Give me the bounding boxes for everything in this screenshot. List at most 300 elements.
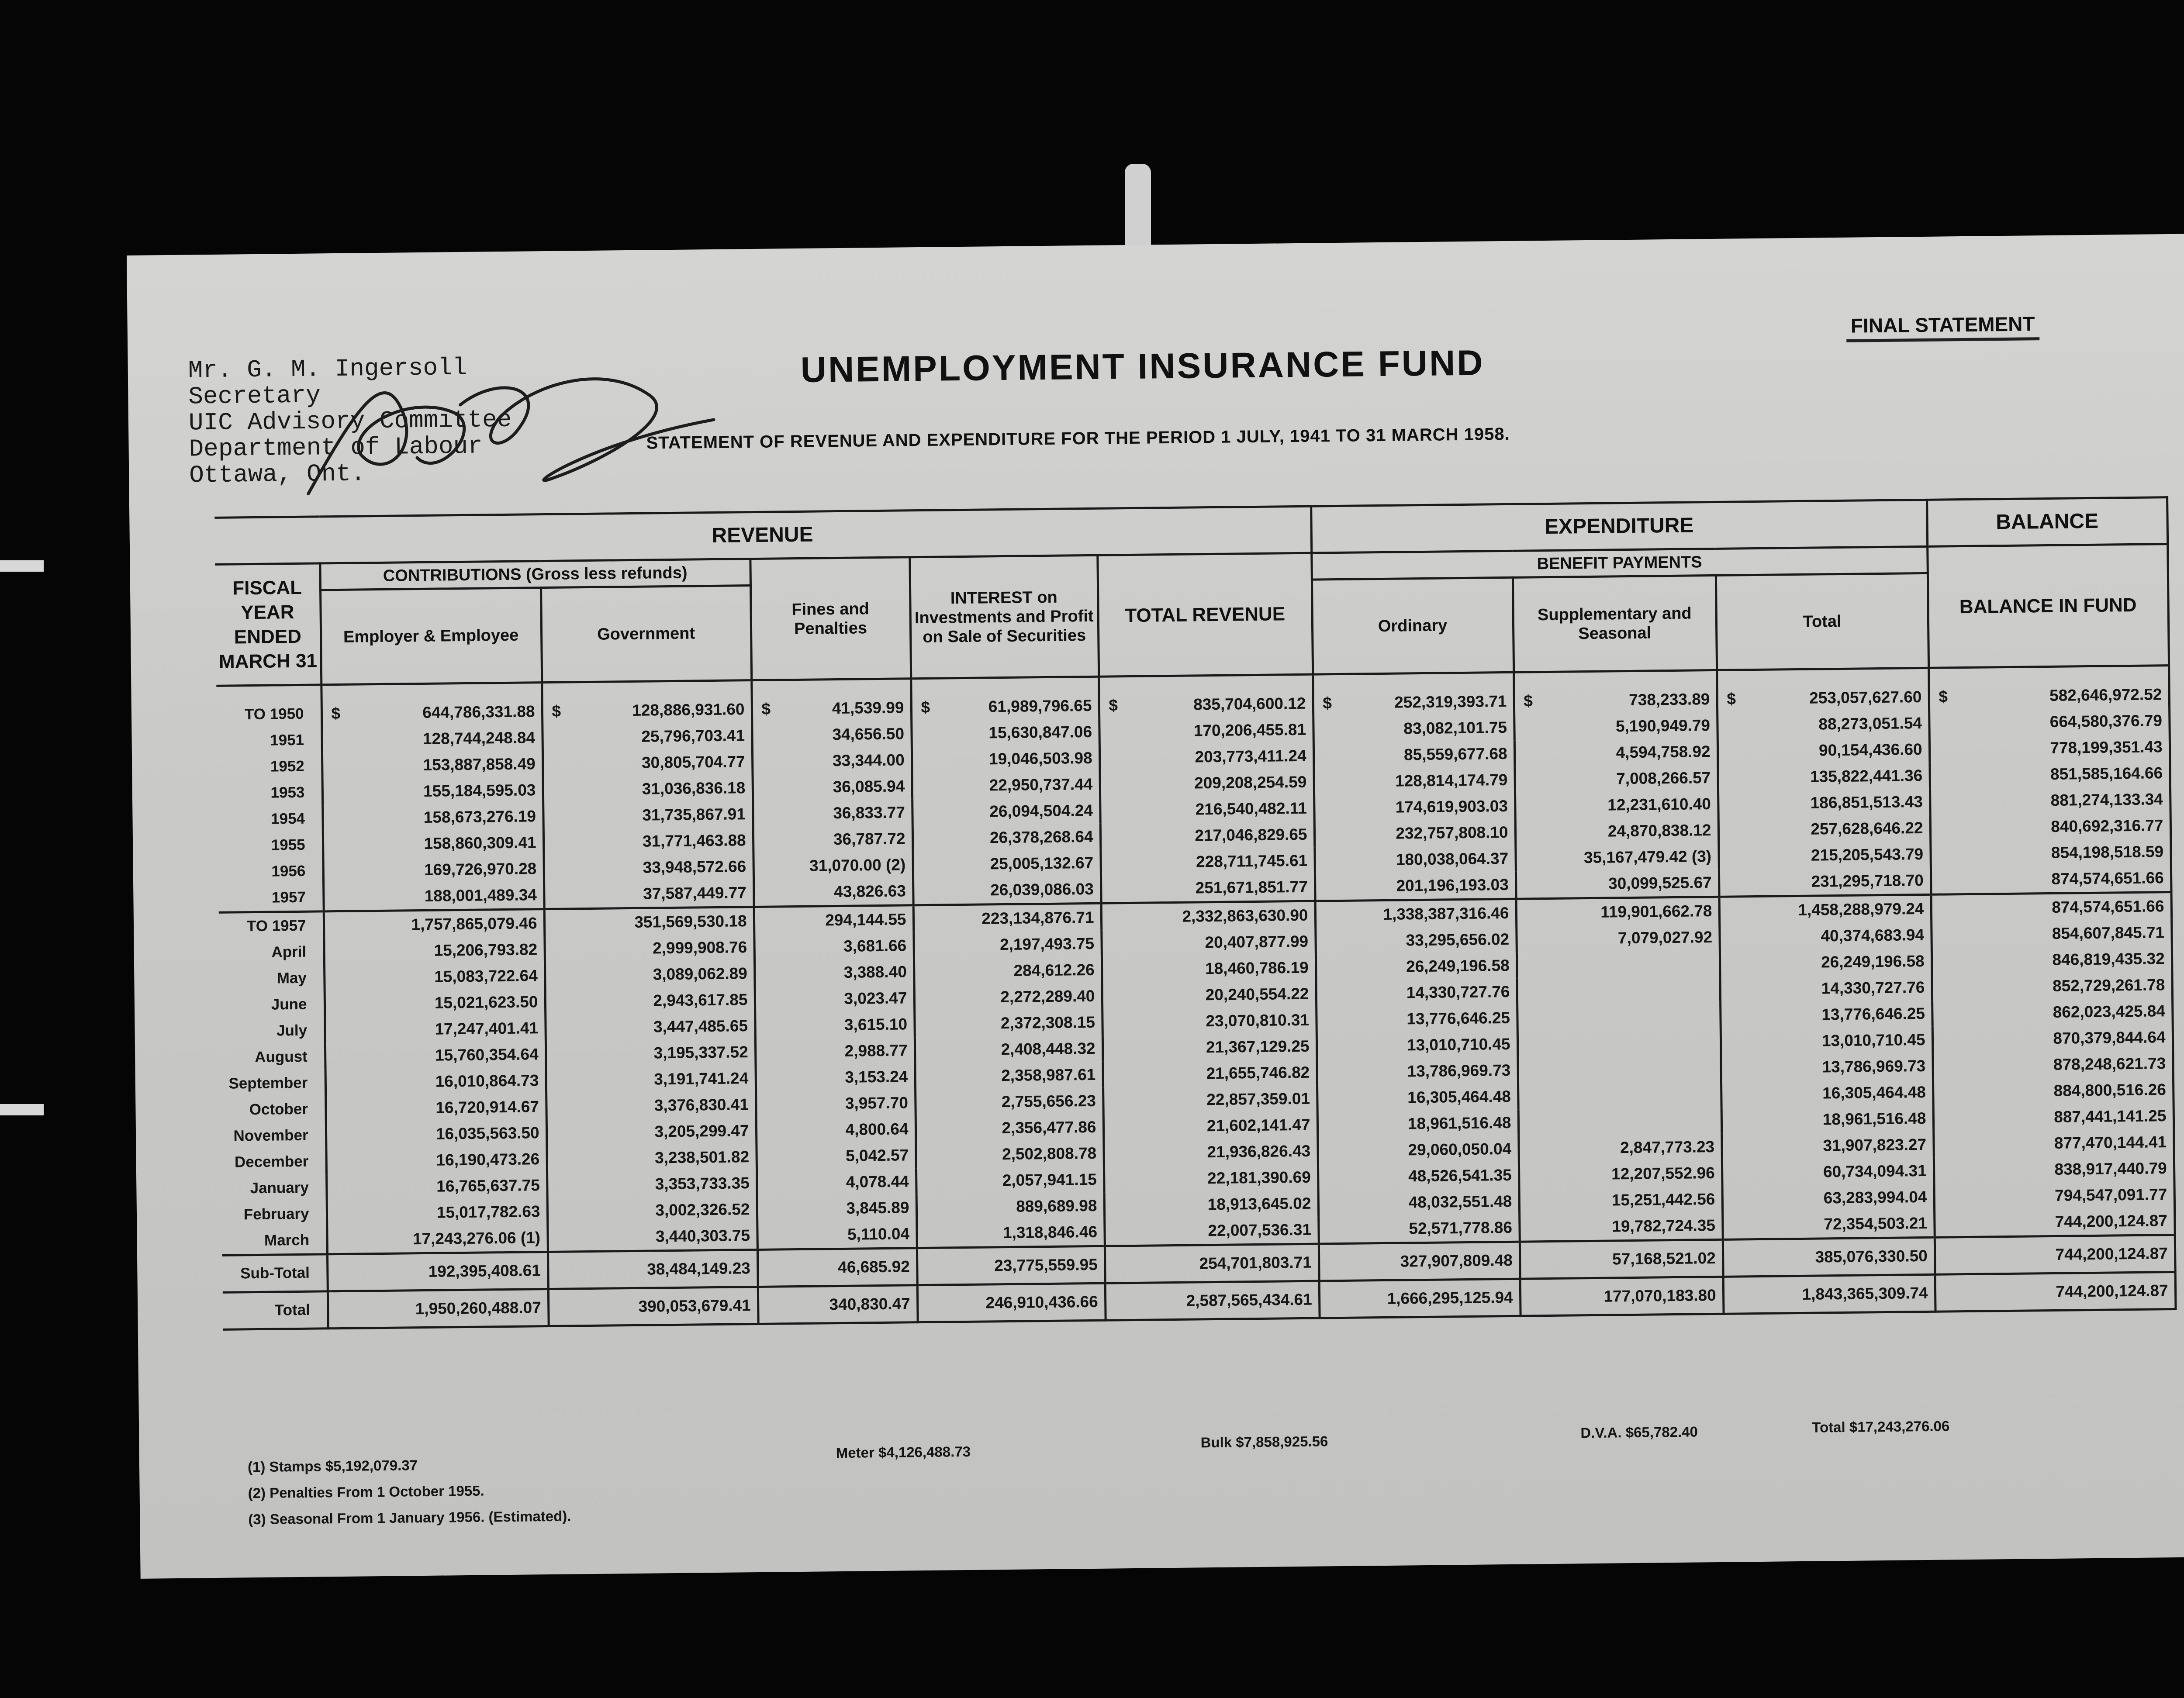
cell-value: 7,079,027.92 [1617,928,1713,947]
cell-value: 22,181,390.69 [1207,1168,1311,1187]
cell-value: 26,249,196.58 [1821,952,1925,971]
cell-value: 48,526,541.35 [1408,1166,1512,1185]
row-label: February [222,1201,327,1228]
government-header: Government [541,586,751,683]
employer-employee-cell [322,777,543,805]
cell-value: 31,036,836.18 [642,779,746,798]
contributions-header: CONTRIBUTIONS (Gross less refunds) [320,559,750,590]
cell-value: 40,374,683.94 [1821,925,1925,945]
cell-value: 1,458,288,979.24 [1798,899,1924,919]
ordinary-cell [1317,1057,1518,1086]
government-cell [545,960,755,989]
employer-employee-cell [328,1289,549,1329]
cell-value: 1,318,846.46 [1002,1222,1098,1242]
address-line: Secretary [188,381,321,411]
supplementary-cell [1516,897,1720,926]
total-revenue-cell [1101,928,1316,957]
cell-value: 25,005,132.67 [990,853,1094,873]
row-label: June [220,991,325,1018]
cell-value: 25,796,703.41 [641,726,745,745]
supplementary-cell [1514,739,1718,767]
row-label: December [221,1148,326,1176]
cell-value: 186,851,513.43 [1810,793,1923,812]
cell-value: 85,559,677.68 [1403,744,1507,764]
statement-subtitle: STATEMENT OF REVENUE AND EXPENDITURE FOR THE PERIOD 1 JULY, 1941 TO 31 MARCH 1958. [646,424,1510,453]
cell-value: 18,961,516.48 [1407,1113,1511,1133]
fines-cell [757,1194,917,1222]
interest-cell [914,1009,1102,1037]
cell-value: 16,305,464.48 [1407,1087,1511,1107]
cell-value: 30,805,704.77 [641,752,745,772]
employer-employee-cell [323,829,544,858]
ordinary-cell [1319,1279,1521,1318]
government-cell [544,934,754,963]
cell-value: 43,826.63 [834,882,906,901]
benefit-total-cell [1722,1158,1934,1186]
row-label: March [222,1227,327,1255]
cell-value: 13,010,710.45 [1821,1030,1925,1050]
total-revenue-cell [1100,848,1315,876]
cell-value: 874,574,651.66 [2051,897,2164,916]
fines-cell [753,773,912,801]
cell-value: 48,032,551.48 [1408,1192,1512,1211]
fines-header: Fines and Penalties [750,557,911,680]
government-cell [544,880,754,909]
balance-in-fund-header: BALANCE IN FUND [1927,544,2169,668]
cell-value: 390,053,679.41 [638,1296,751,1315]
total-revenue-cell [1099,769,1314,797]
cell-value: 3,615.10 [844,1015,908,1034]
fines-cell [757,1168,916,1196]
cell-value: 16,010,864.73 [435,1071,539,1091]
interest-cell [917,1246,1105,1285]
benefit-total-cell [1718,789,1930,817]
cell-value: 228,711,745.61 [1196,851,1308,871]
balance-cell [1932,1050,2173,1079]
supplementary-cell [1519,1186,1723,1215]
cell-value: 24,870,838.12 [1607,821,1711,840]
government-cell [545,1013,755,1041]
cell-value: 83,082,101.75 [1403,718,1507,738]
cell-value: 327,907,809.48 [1400,1251,1513,1270]
cell-value: 852,729,261.78 [2052,976,2165,995]
supplementary-cell [1520,1277,1724,1316]
supplementary-cell [1520,1239,1723,1279]
fines-cell [753,878,913,907]
employer-employee-cell [326,1146,547,1174]
cell-value: 3,447,485.65 [653,1017,748,1036]
balance-cell [1931,865,2171,894]
fines-cell [753,852,913,880]
ordinary-cell [1316,953,1517,981]
employer-employee-cell [322,751,543,779]
cell-value: 351,569,530.18 [634,912,747,931]
government-cell [546,1065,756,1094]
currency-sign: $ [331,704,341,723]
benefit-total-cell [1717,736,1930,765]
cell-value: 169,726,970.28 [424,859,537,879]
fines-cell [752,747,912,775]
cell-value: 5,110.04 [847,1225,910,1243]
cell-value: 31,735,867.91 [642,805,746,824]
row-label: 1956 [218,858,323,885]
fines-cell [753,799,912,827]
benefit-total-cell [1718,841,1931,870]
total-revenue-cell [1100,821,1315,850]
row-label: 1951 [217,727,322,754]
fines-cell [758,1285,918,1324]
footnote-bulk: Bulk $7,858,925.56 [1200,1433,1328,1451]
page-title: UNEMPLOYMENT INSURANCE FUND [800,343,1485,390]
cell-value: 644,786,331.88 [422,702,535,721]
cell-value: 744,200,124.87 [2055,1244,2168,1263]
total-revenue-cell [1099,717,1313,745]
cell-value: 2,943,617.85 [653,990,748,1010]
row-label: April [219,939,324,966]
cell-value: 223,134,876.71 [981,908,1094,928]
cell-value: 3,153.24 [845,1067,908,1086]
cell-value: 5,042.57 [845,1146,909,1165]
employer-employee-cell [324,936,545,965]
cell-value: 21,602,141.47 [1206,1115,1310,1135]
cell-value: 26,378,268.64 [989,827,1093,847]
row-label: August [220,1043,325,1071]
cell-value: 254,701,803.71 [1199,1253,1312,1273]
ordinary-cell [1315,872,1516,901]
benefit-total-cell [1723,1237,1935,1277]
cell-value: 3,440,303.75 [655,1226,750,1246]
cell-value: 257,628,646.22 [1811,819,1923,838]
total-revenue-header: TOTAL REVENUE [1097,553,1313,676]
cell-value: 209,208,254.59 [1194,773,1307,792]
row-label: September [221,1070,326,1097]
benefit-total-cell [1722,1210,1935,1240]
total-revenue-cell [1105,1281,1320,1320]
government-cell [543,775,753,803]
supplementary-cell [1515,791,1718,819]
ordinary-header: Ordinary [1312,577,1514,674]
employer-employee-cell [321,683,542,727]
supplementary-cell [1519,1160,1722,1188]
government-cell [548,1287,758,1326]
currency-sign: $ [1323,694,1332,712]
ordinary-cell [1317,1136,1519,1164]
cell-value: 192,395,408.61 [428,1261,541,1280]
currency-sign: $ [761,700,771,718]
cell-value: 1,950,260,488.07 [415,1298,541,1318]
cell-value: 878,248,621.73 [2053,1054,2166,1073]
balance-cell [1930,786,2170,815]
footnote-penalties: (2) Penalties From 1 October 1955. [248,1482,484,1501]
supplementary-cell [1514,670,1717,714]
cell-value: 155,184,595.03 [423,781,536,800]
cell-value: 385,076,330.50 [1815,1246,1928,1266]
cell-value: 251,671,851.77 [1195,877,1308,897]
cell-value: 231,295,718.70 [1811,871,1924,890]
balance-cell [1931,892,2172,922]
handwritten-signature [272,345,732,507]
cell-value: 63,283,994.04 [1823,1187,1927,1207]
total-revenue-cell [1099,674,1313,719]
table-body [216,666,2175,1330]
cell-value: 835,704,600.12 [1193,694,1306,714]
cell-value: 2,358,987.61 [1001,1065,1096,1085]
employer-employee-cell [325,1041,546,1070]
cell-value: 3,023.47 [844,989,907,1008]
ordinary-cell [1313,741,1515,769]
row-label: January [221,1174,327,1202]
row-label: July [220,1017,325,1045]
balance-cell [1933,1103,2174,1132]
ordinary-cell [1313,767,1515,795]
balance-cell [1931,919,2172,948]
supplementary-header: Supplementary and Seasonal [1513,575,1717,672]
cell-value: 17,247,401.41 [435,1019,539,1038]
government-cell [542,722,752,751]
supplementary-cell [1517,1029,1721,1057]
total-revenue-cell [1102,955,1316,983]
benefit-total-cell [1717,710,1929,739]
benefit-total-cell [1717,763,1930,791]
cell-value: 26,249,196.58 [1406,956,1510,976]
cell-value: 21,655,746.82 [1206,1063,1310,1083]
cell-value: 15,760,354.64 [435,1045,539,1064]
cell-value: 22,950,737.44 [989,775,1093,794]
supplementary-cell [1514,712,1717,741]
balance-cell [1930,812,2171,841]
benefit-payments-header: BENEFIT PAYMENTS [1311,546,1928,580]
interest-cell [912,745,1100,773]
interest-cell [914,983,1102,1011]
supplementary-cell [1517,950,1720,979]
cell-value: 340,830.47 [829,1294,910,1314]
cell-value: 13,776,646.25 [1821,1004,1925,1024]
cell-value: 16,720,914.67 [435,1097,539,1117]
footnote-stamps: (1) Stamps $5,192,079.37 [247,1457,418,1475]
cell-value: 889,689.98 [1016,1196,1097,1215]
cell-value: 294,144.55 [825,910,906,929]
ordinary-cell [1316,1005,1517,1033]
employer-employee-cell [326,1120,547,1148]
cell-value: 738,233.89 [1628,690,1710,709]
fines-cell [757,1248,917,1287]
total-revenue-cell [1104,1217,1319,1246]
cell-value: 2,197,493.75 [999,934,1095,954]
balance-cell [1934,1208,2175,1237]
supplementary-cell [1519,1212,1723,1242]
cell-value: 881,274,133.34 [2050,790,2163,809]
government-cell [545,987,755,1015]
cell-value: 2,988.77 [844,1041,908,1060]
interest-cell [915,1062,1103,1090]
cell-value: 2,356,477.86 [1002,1118,1096,1137]
row-label: TO 1950 [216,685,321,728]
government-cell [543,749,753,777]
cell-value: 2,057,941.15 [1002,1170,1097,1190]
total-revenue-cell [1104,1164,1318,1193]
cell-value: 246,910,436.66 [985,1292,1098,1312]
total-revenue-cell [1104,1191,1319,1219]
cell-value: 7,008,266.57 [1616,769,1711,788]
balance-cell [1935,1272,2176,1312]
cell-value: 3,353,733.35 [655,1174,750,1193]
government-cell [543,853,753,882]
employer-employee-cell [327,1198,548,1227]
supplementary-cell [1518,1134,1722,1162]
cell-value: 33,948,572.66 [643,857,746,877]
cell-value: 4,594,758.92 [1616,742,1711,762]
interest-cell [916,1114,1104,1142]
benefit-total-cell [1722,1184,1935,1212]
employer-employee-cell [323,882,544,911]
ordinary-cell [1313,672,1514,716]
interest-cell [916,1219,1105,1248]
cell-value: 253,057,627.60 [1809,688,1922,707]
cell-value: 2,999,908.76 [652,938,747,957]
cell-value: 119,901,662.78 [1600,902,1712,921]
cell-value: 20,240,554.22 [1205,984,1309,1004]
employer-employee-cell [323,856,544,884]
cell-value: 188,001,489.34 [424,886,537,905]
benefit-total-cell [1721,1105,1934,1134]
cell-value: 46,685.92 [838,1257,910,1277]
cell-value: 877,470,144.41 [2054,1133,2167,1152]
cell-value: 2,502,808.78 [1002,1144,1097,1163]
supplementary-cell [1517,1055,1721,1084]
employer-employee-cell [324,963,545,991]
cell-value: 36,787.72 [833,829,905,849]
row-label: October [221,1096,326,1123]
ordinary-cell [1318,1215,1520,1244]
fines-cell [756,1142,916,1170]
cell-value: 216,540,482.11 [1195,799,1307,818]
currency-sign: $ [552,702,561,720]
row-label: TO 1957 [219,911,324,940]
row-label: May [219,965,325,992]
balance-cell [1932,1024,2173,1053]
cell-value: 2,587,565,434.61 [1186,1290,1312,1310]
expenditure-header: EXPENDITURE [1311,500,1927,553]
government-cell [544,907,754,937]
fines-cell [751,679,911,722]
cell-value: 870,379,844.64 [2053,1028,2166,1047]
cell-value: 30,099,525.67 [1608,873,1712,893]
interest-cell [916,1193,1105,1221]
government-cell [543,801,753,829]
cell-value: 19,782,724.35 [1612,1216,1716,1236]
supplementary-cell [1518,1108,1722,1136]
ordinary-cell [1314,793,1515,821]
cell-value: 52,571,778.86 [1409,1218,1513,1238]
ordinary-cell [1317,1031,1518,1060]
interest-header: INTEREST on Investments and Profit on Sale of Securities [909,555,1099,678]
cell-value: 2,847,773.23 [1620,1138,1715,1157]
supplementary-cell [1516,870,1719,899]
supplementary-cell [1515,817,1719,846]
fines-cell [754,932,914,960]
cell-value: 33,344.00 [832,751,905,770]
cell-value: 13,786,969.73 [1407,1061,1511,1080]
cell-value: 840,692,316.77 [2051,816,2163,835]
total-revenue-cell [1102,1060,1317,1088]
cell-value: 15,083,722.64 [434,966,538,986]
government-cell [546,1118,757,1146]
government-cell [546,1039,756,1067]
government-cell [547,1196,757,1225]
row-label: 1955 [218,832,323,859]
address-line: Ottawa, Ont. [189,459,366,490]
supplementary-cell [1518,1081,1721,1110]
cell-value: 3,238,501.82 [654,1148,750,1167]
cell-value: 838,917,440.79 [2054,1159,2167,1178]
fund-statement-table [214,496,2177,1331]
benefit-total-cell [1719,867,1931,897]
cell-value: 61,989,796.65 [988,696,1092,716]
cell-value: 177,070,183.80 [1603,1286,1716,1305]
footnote-seasonal: (3) Seasonal From 1 January 1956. (Estimated). [248,1508,571,1528]
interest-cell [915,1088,1103,1116]
fiscal-year-header: FISCAL YEAR ENDED MARCH 31 [215,563,321,686]
fines-cell [752,721,912,749]
ordinary-cell [1315,899,1517,928]
ordinary-cell [1313,714,1514,743]
row-label: 1953 [218,779,323,807]
total-revenue-cell [1103,1086,1317,1114]
balance-cell [1928,666,2169,710]
balance-cell [1932,998,2173,1027]
employer-employee-cell [327,1252,548,1291]
cell-value: 1,338,387,316.46 [1383,904,1509,923]
cell-value: 22,857,359.01 [1206,1089,1310,1109]
cell-value: 13,010,710.45 [1406,1035,1510,1054]
currency-sign: $ [921,698,930,717]
cell-value: 17,243,276.06 (1) [412,1229,541,1248]
total-revenue-cell [1101,874,1315,904]
benefit-total-cell [1720,948,1932,977]
cell-value: 884,800,516.26 [2053,1080,2167,1100]
cell-value: 13,786,969.73 [1822,1056,1926,1076]
balance-cell [1932,972,2173,1001]
fines-cell [755,985,915,1013]
cell-value: 31,070.00 (2) [809,856,906,875]
cell-value: 3,089,062.89 [653,964,748,984]
cell-value: 3,376,830.41 [654,1095,749,1115]
cell-value: 252,319,393.71 [1394,692,1507,711]
interest-cell [915,1035,1103,1063]
scan-edge-left-lower [0,1104,44,1115]
cell-value: 854,607,845.71 [2052,923,2165,942]
balance-cell [1935,1235,2175,1275]
total-revenue-cell [1103,1112,1318,1140]
interest-cell [916,1140,1104,1168]
fines-cell [756,1090,916,1118]
balance-cell [1929,760,2170,789]
balance-cell [1934,1155,2174,1184]
footnote-meter: Meter $4,126,488.73 [836,1443,971,1461]
cell-value: 31,907,823.27 [1823,1135,1927,1155]
cell-value: 16,035,563.50 [435,1124,539,1143]
cell-value: 3,195,337.52 [653,1043,748,1062]
fines-cell [755,1063,915,1091]
benefit-total-cell [1721,1079,1933,1108]
cell-value: 744,200,124.87 [2056,1281,2168,1301]
cell-value: 887,441,141.25 [2054,1107,2167,1126]
balance-header: BALANCE [1927,497,2167,547]
footnote-dva: D.V.A. $65,782.40 [1580,1423,1698,1441]
cell-value: 36,085.94 [833,777,905,796]
employer-employee-cell [324,909,545,939]
cell-value: 38,484,149.23 [647,1259,751,1278]
